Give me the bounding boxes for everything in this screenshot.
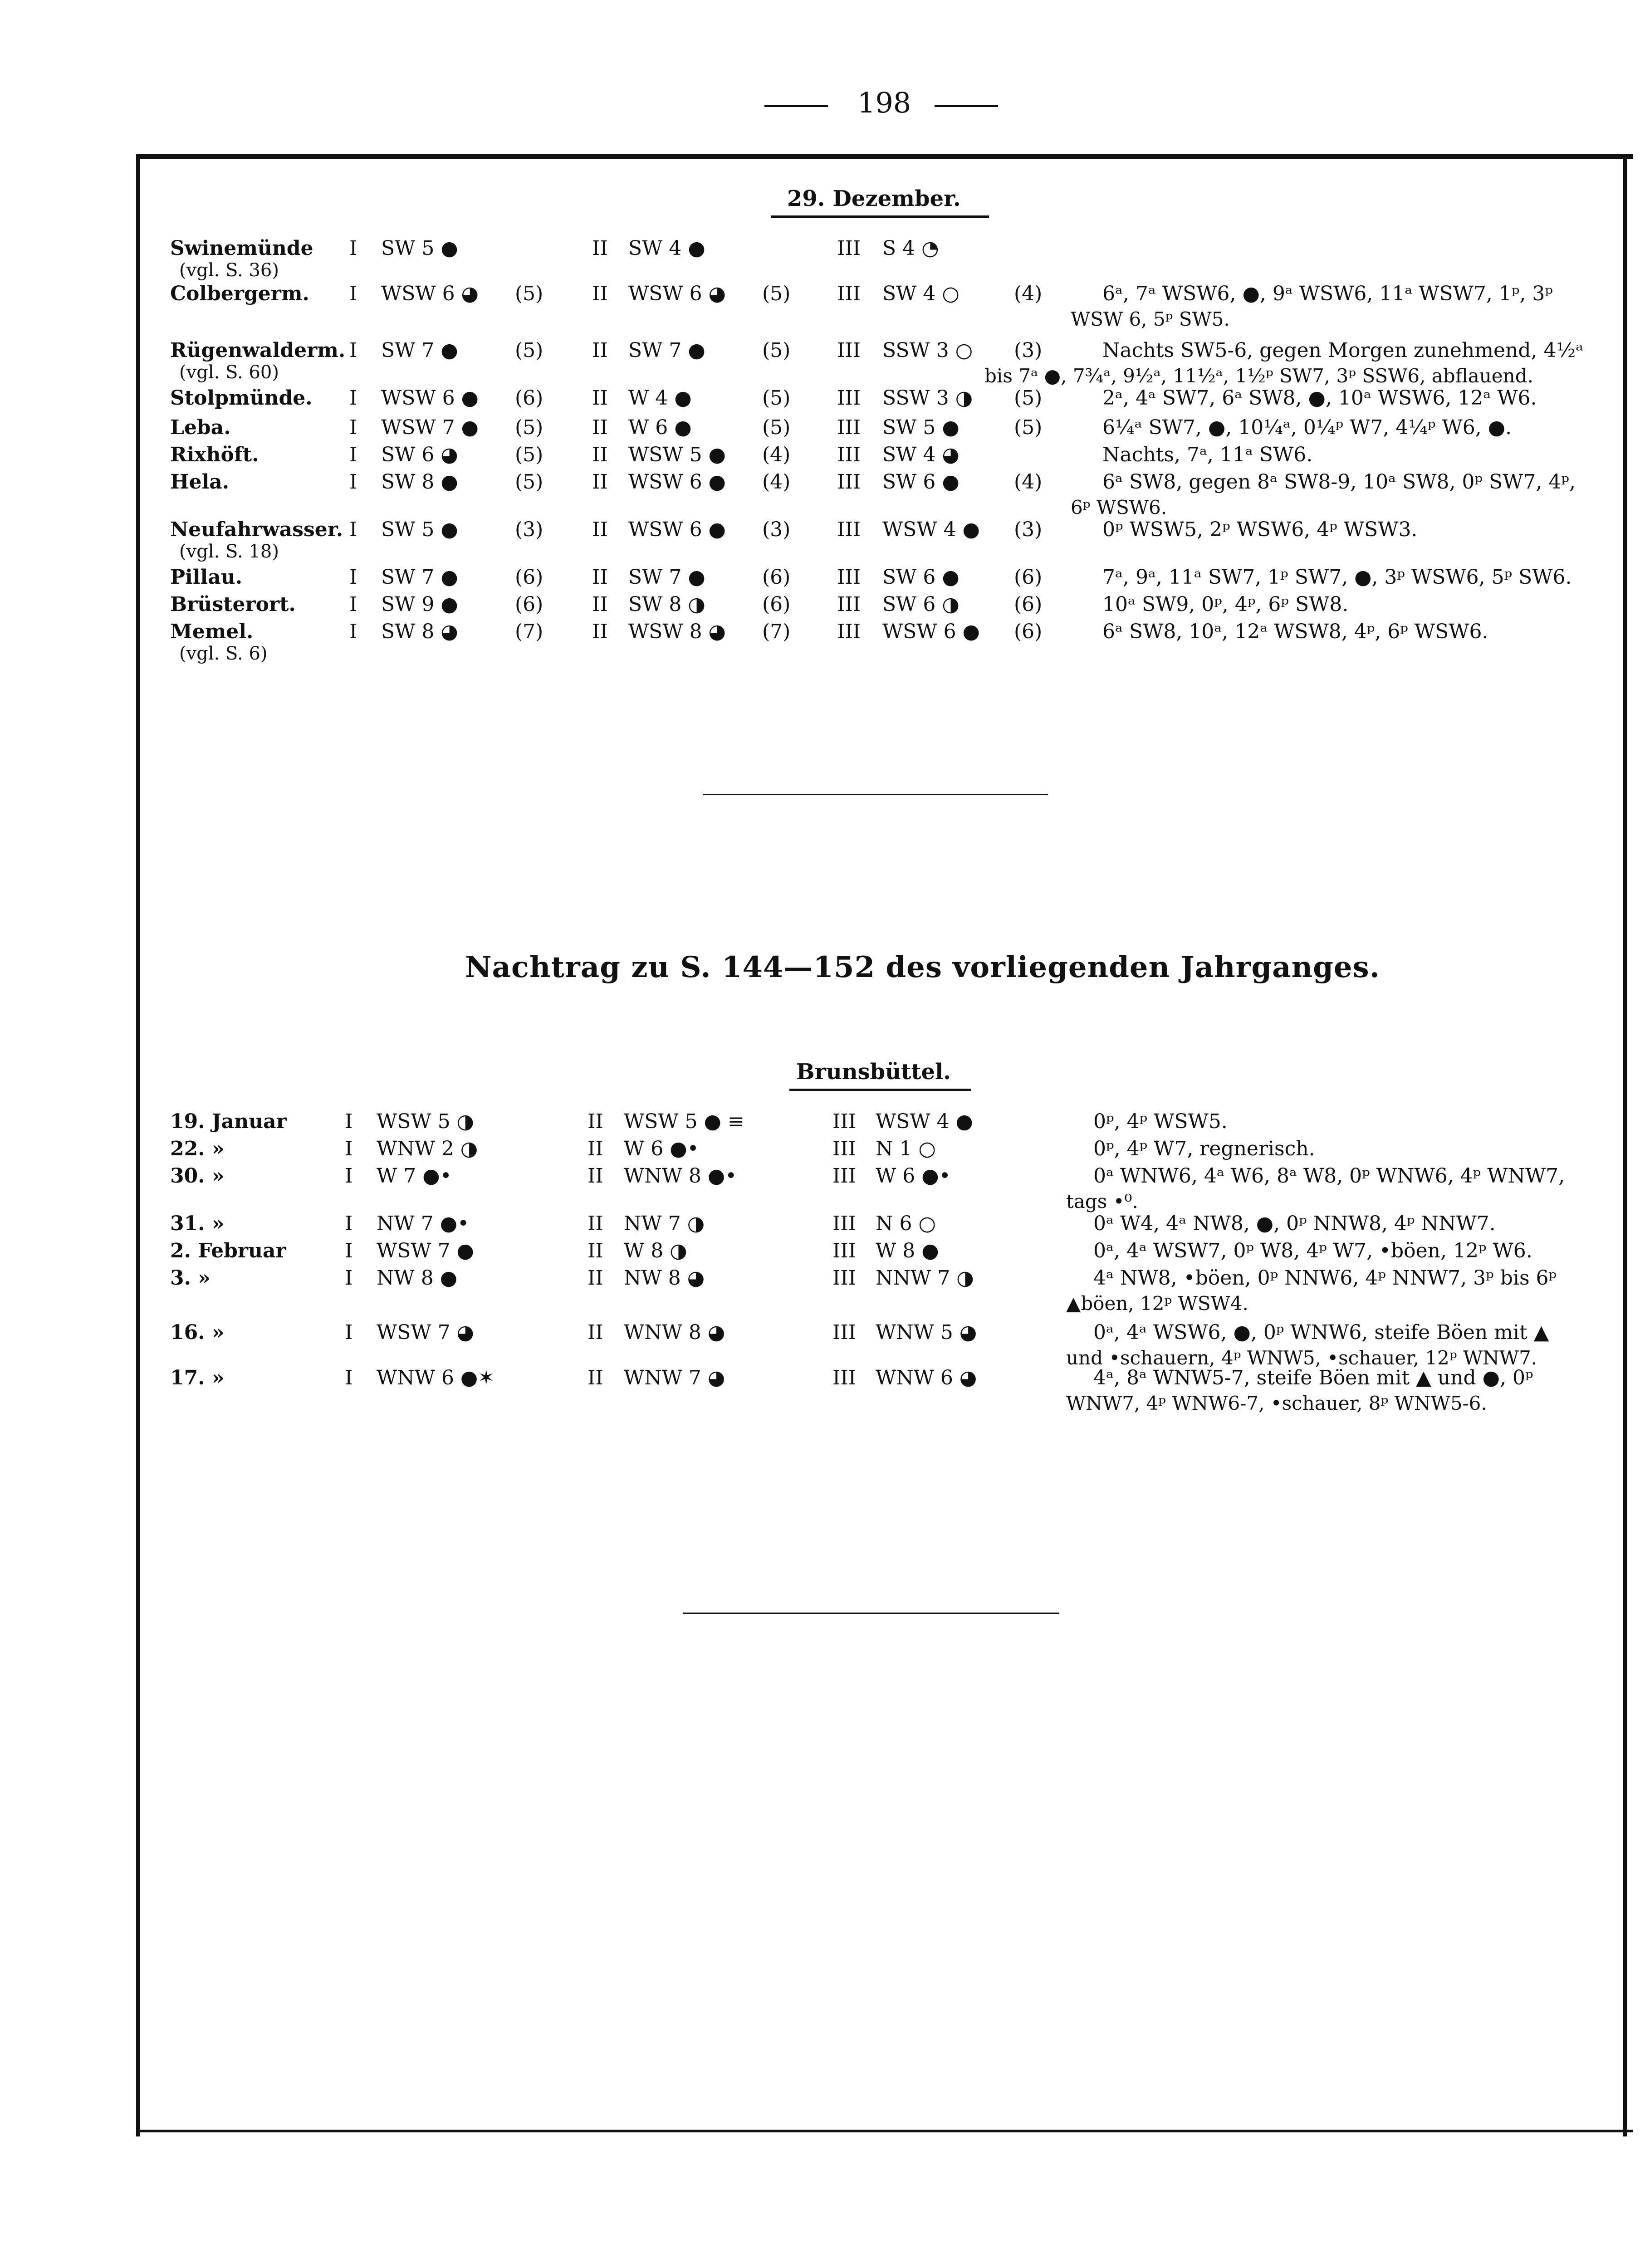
state-iii: (3) bbox=[1014, 518, 1043, 541]
obs-i: WSW 6 ● bbox=[381, 386, 479, 410]
roman-ii: II bbox=[587, 1137, 603, 1160]
roman-i: I bbox=[349, 282, 357, 305]
obs-iii: N 6 ○ bbox=[876, 1212, 936, 1235]
obs-ii: SW 4 ● bbox=[628, 237, 705, 260]
obs-iii: WNW 5 ◕ bbox=[876, 1321, 977, 1344]
state-iii: (6) bbox=[1014, 593, 1043, 616]
station-name: Pillau. bbox=[170, 566, 243, 589]
date: 16. » bbox=[170, 1321, 225, 1344]
date: 2. Februar bbox=[170, 1239, 286, 1262]
obs-i: WSW 7 ◕ bbox=[377, 1321, 474, 1344]
remarks: Nachts SW5-6, gegen Morgen zunehmend, 4½ᵃ bbox=[1102, 339, 1584, 362]
roman-ii: II bbox=[587, 1239, 603, 1262]
state-i: (5) bbox=[515, 282, 543, 305]
remarks: 10ᵃ SW9, 0ᵖ, 4ᵖ, 6ᵖ SW8. bbox=[1102, 593, 1349, 616]
roman-iii: III bbox=[832, 1266, 857, 1290]
roman-ii: II bbox=[592, 282, 608, 305]
obs-iii: SW 4 ○ bbox=[882, 282, 960, 305]
state-iii: (6) bbox=[1014, 620, 1043, 643]
obs-ii: WSW 5 ● ≡ bbox=[624, 1110, 744, 1133]
state-i: (6) bbox=[515, 566, 543, 589]
obs-ii: WSW 6 ◕ bbox=[628, 282, 726, 305]
roman-iii: III bbox=[837, 443, 861, 466]
obs-iii: SSW 3 ◑ bbox=[882, 386, 973, 410]
date: 17. » bbox=[170, 1366, 225, 1389]
remarks: 6ᵃ SW8, 10ᵃ, 12ᵃ WSW8, 4ᵖ, 6ᵖ WSW6. bbox=[1102, 620, 1488, 643]
obs-i: SW 6 ◕ bbox=[381, 443, 458, 466]
page-number-dash-right bbox=[935, 105, 998, 107]
remarks: 0ᵃ WNW6, 4ᵃ W6, 8ᵃ W8, 0ᵖ WNW6, 4ᵖ WNW7, bbox=[1093, 1164, 1565, 1188]
roman-iii: III bbox=[837, 620, 861, 643]
roman-iii: III bbox=[837, 339, 861, 362]
remarks: 4ᵃ, 8ᵃ WNW5-7, steife Böen mit ▲ und ●, 0ᵖ bbox=[1093, 1366, 1533, 1389]
remarks-continuation: bis 7ᵃ ●, 7¾ᵃ, 9½ᵃ, 11½ᵃ, 1½ᵖ SW7, 3ᵖ SSW6, abflauend. bbox=[984, 365, 1533, 387]
frame-bottom-rule bbox=[136, 2130, 1633, 2132]
obs-ii: WNW 8 ◕ bbox=[624, 1321, 725, 1344]
obs-i: SW 5 ● bbox=[381, 518, 458, 541]
remarks: 0ᵖ WSW5, 2ᵖ WSW6, 4ᵖ WSW3. bbox=[1102, 518, 1418, 541]
roman-ii: II bbox=[592, 416, 608, 439]
remarks-continuation: tags •⁰. bbox=[1066, 1190, 1138, 1212]
brunsbuettel-row bbox=[0, 1109, 1640, 1134]
roman-i: I bbox=[345, 1366, 353, 1389]
remarks: Nachts, 7ᵃ, 11ᵃ SW6. bbox=[1102, 443, 1313, 466]
roman-iii: III bbox=[837, 518, 861, 541]
roman-ii: II bbox=[592, 518, 608, 541]
roman-i: I bbox=[349, 566, 357, 589]
roman-i: I bbox=[349, 593, 357, 616]
dezember-row bbox=[0, 469, 1640, 518]
obs-i: WSW 6 ◕ bbox=[381, 282, 479, 305]
brunsbuettel-heading-underline bbox=[789, 1089, 971, 1091]
remarks-continuation: ▲böen, 12ᵖ WSW4. bbox=[1066, 1292, 1248, 1315]
station-reference: (vgl. S. 18) bbox=[179, 541, 279, 562]
brunsbuettel-heading: Brunsbüttel. bbox=[796, 1059, 951, 1085]
station-name: Rixhöft. bbox=[170, 443, 259, 466]
roman-ii: II bbox=[592, 566, 608, 589]
date: 3. » bbox=[170, 1266, 211, 1290]
obs-i: SW 5 ● bbox=[381, 237, 458, 260]
obs-ii: NW 7 ◑ bbox=[624, 1212, 705, 1235]
section-separator-2 bbox=[683, 1613, 1059, 1614]
obs-iii: SW 6 ◑ bbox=[882, 593, 960, 616]
obs-i: WSW 5 ◑ bbox=[377, 1110, 474, 1133]
brunsbuettel-row bbox=[0, 1365, 1640, 1414]
roman-i: I bbox=[345, 1266, 353, 1290]
obs-i: NW 7 ●• bbox=[377, 1212, 470, 1235]
obs-iii: WSW 4 ● bbox=[876, 1110, 973, 1133]
obs-i: SW 7 ● bbox=[381, 339, 458, 362]
roman-ii: II bbox=[587, 1266, 603, 1290]
state-ii: (3) bbox=[762, 518, 791, 541]
roman-i: I bbox=[349, 416, 357, 439]
obs-iii: W 6 ●• bbox=[876, 1164, 951, 1188]
obs-i: WSW 7 ● bbox=[381, 416, 479, 439]
dezember-row bbox=[0, 281, 1640, 330]
roman-ii: II bbox=[592, 443, 608, 466]
roman-ii: II bbox=[592, 386, 608, 410]
obs-ii: SW 7 ● bbox=[628, 566, 705, 589]
remarks: 0ᵃ W4, 4ᵃ NW8, ●, 0ᵖ NNW8, 4ᵖ NNW7. bbox=[1093, 1212, 1496, 1235]
state-iii: (3) bbox=[1014, 339, 1043, 362]
obs-i: SW 8 ◕ bbox=[381, 620, 458, 643]
remarks: 0ᵃ, 4ᵃ WSW7, 0ᵖ W8, 4ᵖ W7, •böen, 12ᵖ W6. bbox=[1093, 1239, 1532, 1262]
remarks: 0ᵖ, 4ᵖ W7, regnerisch. bbox=[1093, 1137, 1315, 1160]
roman-ii: II bbox=[592, 237, 608, 260]
obs-ii: W 8 ◑ bbox=[624, 1239, 687, 1262]
dezember-row bbox=[0, 592, 1640, 617]
remarks: 2ᵃ, 4ᵃ SW7, 6ᵃ SW8, ●, 10ᵃ WSW6, 12ᵃ W6. bbox=[1102, 386, 1537, 410]
roman-i: I bbox=[345, 1239, 353, 1262]
state-ii: (6) bbox=[762, 593, 791, 616]
remarks: 6¼ᵃ SW7, ●, 10¼ᵃ, 0¼ᵖ W7, 4¼ᵖ W6, ●. bbox=[1102, 416, 1512, 439]
brunsbuettel-row bbox=[0, 1136, 1640, 1162]
obs-iii: SW 6 ● bbox=[882, 470, 960, 494]
station-name: Rügenwalderm. bbox=[170, 339, 346, 362]
station-name: Neufahrwasser. bbox=[170, 518, 343, 541]
roman-iii: III bbox=[832, 1110, 857, 1133]
roman-ii: II bbox=[587, 1164, 603, 1188]
date: 31. » bbox=[170, 1212, 225, 1235]
roman-i: I bbox=[349, 470, 357, 494]
roman-i: I bbox=[349, 237, 357, 260]
roman-iii: III bbox=[837, 416, 861, 439]
page-number-dash-left bbox=[764, 105, 828, 107]
roman-iii: III bbox=[837, 386, 861, 410]
state-iii: (5) bbox=[1014, 386, 1043, 410]
roman-iii: III bbox=[837, 566, 861, 589]
frame-top-rule bbox=[136, 154, 1633, 159]
remarks: 4ᵃ NW8, •böen, 0ᵖ NNW6, 4ᵖ NNW7, 3ᵖ bis 6ᵖ bbox=[1093, 1266, 1557, 1290]
remarks: 6ᵃ SW8, gegen 8ᵃ SW8-9, 10ᵃ SW8, 0ᵖ SW7, 4ᵖ, bbox=[1102, 470, 1576, 494]
obs-i: SW 8 ● bbox=[381, 470, 458, 494]
station-reference: (vgl. S. 60) bbox=[179, 362, 279, 383]
roman-iii: III bbox=[832, 1212, 857, 1235]
roman-i: I bbox=[345, 1212, 353, 1235]
state-i: (3) bbox=[515, 518, 543, 541]
roman-iii: III bbox=[832, 1239, 857, 1262]
state-ii: (4) bbox=[762, 443, 791, 466]
obs-ii: SW 8 ◑ bbox=[628, 593, 705, 616]
state-i: (6) bbox=[515, 593, 543, 616]
obs-i: WNW 2 ◑ bbox=[377, 1137, 478, 1160]
obs-iii: WNW 6 ◕ bbox=[876, 1366, 977, 1389]
obs-ii: WSW 6 ● bbox=[628, 470, 726, 494]
obs-iii: SW 5 ● bbox=[882, 416, 960, 439]
roman-ii: II bbox=[592, 620, 608, 643]
roman-iii: III bbox=[837, 282, 861, 305]
state-i: (5) bbox=[515, 339, 543, 362]
obs-iii: SW 6 ● bbox=[882, 566, 960, 589]
state-ii: (5) bbox=[762, 416, 791, 439]
roman-ii: II bbox=[592, 339, 608, 362]
station-name: Stolpmünde. bbox=[170, 386, 313, 410]
brunsbuettel-row bbox=[0, 1320, 1640, 1369]
state-i: (5) bbox=[515, 470, 543, 494]
dezember-row bbox=[0, 442, 1640, 468]
dezember-row bbox=[0, 415, 1640, 440]
obs-ii: W 6 ● bbox=[628, 416, 692, 439]
roman-i: I bbox=[349, 443, 357, 466]
date: 19. Januar bbox=[170, 1110, 287, 1133]
obs-iii: SSW 3 ○ bbox=[882, 339, 973, 362]
roman-iii: III bbox=[832, 1164, 857, 1188]
roman-ii: II bbox=[587, 1110, 603, 1133]
roman-ii: II bbox=[587, 1366, 603, 1389]
roman-i: I bbox=[349, 386, 357, 410]
date: 30. » bbox=[170, 1164, 225, 1188]
obs-ii: WSW 6 ● bbox=[628, 518, 726, 541]
obs-ii: W 4 ● bbox=[628, 386, 692, 410]
obs-iii: WSW 4 ● bbox=[882, 518, 980, 541]
state-iii: (4) bbox=[1014, 470, 1043, 494]
state-iii: (6) bbox=[1014, 566, 1043, 589]
obs-i: WSW 7 ● bbox=[377, 1239, 474, 1262]
date: 22. » bbox=[170, 1137, 225, 1160]
state-ii: (5) bbox=[762, 282, 791, 305]
state-i: (7) bbox=[515, 620, 543, 643]
obs-ii: WNW 7 ◕ bbox=[624, 1366, 725, 1389]
state-iii: (5) bbox=[1014, 416, 1043, 439]
roman-i: I bbox=[345, 1164, 353, 1188]
state-ii: (5) bbox=[762, 339, 791, 362]
remarks-continuation: WNW7, 4ᵖ WNW6-7, •schauer, 8ᵖ WNW5-6. bbox=[1066, 1392, 1487, 1414]
station-reference: (vgl. S. 6) bbox=[179, 643, 268, 664]
obs-iii: WSW 6 ● bbox=[882, 620, 980, 643]
station-name: Swinemünde bbox=[170, 237, 313, 260]
state-i: (5) bbox=[515, 416, 543, 439]
state-iii: (4) bbox=[1014, 282, 1043, 305]
roman-i: I bbox=[345, 1110, 353, 1133]
brunsbuettel-row bbox=[0, 1266, 1640, 1315]
roman-i: I bbox=[345, 1137, 353, 1160]
station-name: Colbergerm. bbox=[170, 282, 309, 305]
roman-iii: III bbox=[837, 237, 861, 260]
section-separator-1 bbox=[703, 794, 1048, 795]
obs-ii: WSW 5 ● bbox=[628, 443, 726, 466]
dezember-row bbox=[0, 386, 1640, 411]
roman-i: I bbox=[349, 620, 357, 643]
dezember-row bbox=[0, 338, 1640, 387]
dezember-row bbox=[0, 236, 1640, 281]
state-ii: (6) bbox=[762, 566, 791, 589]
remarks-continuation: und •schauern, 4ᵖ WNW5, •schauer, 12ᵖ WNW7. bbox=[1066, 1347, 1537, 1369]
roman-ii: II bbox=[592, 593, 608, 616]
remarks: 6ᵃ, 7ᵃ WSW6, ●, 9ᵃ WSW6, 11ᵃ WSW7, 1ᵖ, 3ᵖ bbox=[1102, 282, 1553, 305]
obs-i: W 7 ●• bbox=[377, 1164, 452, 1188]
state-ii: (7) bbox=[762, 620, 791, 643]
obs-i: WNW 6 ●✶ bbox=[377, 1366, 495, 1389]
roman-iii: III bbox=[832, 1321, 857, 1344]
remarks-continuation: WSW 6, 5ᵖ SW5. bbox=[1071, 308, 1230, 330]
roman-i: I bbox=[349, 339, 357, 362]
dezember-heading-underline bbox=[771, 215, 989, 218]
obs-ii: SW 7 ● bbox=[628, 339, 705, 362]
state-i: (6) bbox=[515, 386, 543, 410]
roman-iii: III bbox=[837, 470, 861, 494]
dezember-row bbox=[0, 517, 1640, 562]
obs-ii: NW 8 ◕ bbox=[624, 1266, 705, 1290]
station-name: Leba. bbox=[170, 416, 231, 439]
obs-iii: N 1 ○ bbox=[876, 1137, 936, 1160]
state-ii: (5) bbox=[762, 386, 791, 410]
state-i: (5) bbox=[515, 443, 543, 466]
obs-i: SW 7 ● bbox=[381, 566, 458, 589]
obs-ii: WSW 8 ◕ bbox=[628, 620, 726, 643]
roman-iii: III bbox=[832, 1366, 857, 1389]
obs-iii: NNW 7 ◑ bbox=[876, 1266, 974, 1290]
station-name: Brüsterort. bbox=[170, 593, 296, 616]
brunsbuettel-row bbox=[0, 1238, 1640, 1264]
obs-i: SW 9 ● bbox=[381, 593, 458, 616]
roman-i: I bbox=[349, 518, 357, 541]
remarks: 0ᵖ, 4ᵖ WSW5. bbox=[1093, 1110, 1228, 1133]
obs-iii: S 4 ◔ bbox=[882, 237, 939, 260]
remarks-continuation: 6ᵖ WSW6. bbox=[1071, 496, 1167, 518]
nachtrag-title: Nachtrag zu S. 144—152 des vorliegenden Jahrganges. bbox=[465, 950, 1380, 984]
obs-i: NW 8 ● bbox=[377, 1266, 458, 1290]
roman-iii: III bbox=[832, 1137, 857, 1160]
dezember-row bbox=[0, 565, 1640, 590]
state-ii: (4) bbox=[762, 470, 791, 494]
obs-iii: W 8 ● bbox=[876, 1239, 939, 1262]
roman-ii: II bbox=[587, 1212, 603, 1235]
page-number: 198 bbox=[857, 86, 911, 119]
station-name: Memel. bbox=[170, 620, 254, 643]
station-reference: (vgl. S. 36) bbox=[179, 260, 279, 281]
roman-ii: II bbox=[592, 470, 608, 494]
station-name: Hela. bbox=[170, 470, 230, 494]
obs-ii: W 6 ●• bbox=[624, 1137, 699, 1160]
roman-ii: II bbox=[587, 1321, 603, 1344]
obs-iii: SW 4 ◕ bbox=[882, 443, 960, 466]
dezember-heading: 29. Dezember. bbox=[787, 186, 961, 211]
obs-ii: WNW 8 ●• bbox=[624, 1164, 737, 1188]
dezember-row bbox=[0, 619, 1640, 664]
remarks: 0ᵃ, 4ᵃ WSW6, ●, 0ᵖ WNW6, steife Böen mit ▲ bbox=[1093, 1321, 1549, 1344]
brunsbuettel-row bbox=[0, 1211, 1640, 1237]
brunsbuettel-row bbox=[0, 1163, 1640, 1212]
remarks: 7ᵃ, 9ᵃ, 11ᵃ SW7, 1ᵖ SW7, ●, 3ᵖ WSW6, 5ᵖ SW6. bbox=[1102, 566, 1572, 589]
roman-iii: III bbox=[837, 593, 861, 616]
roman-i: I bbox=[345, 1321, 353, 1344]
